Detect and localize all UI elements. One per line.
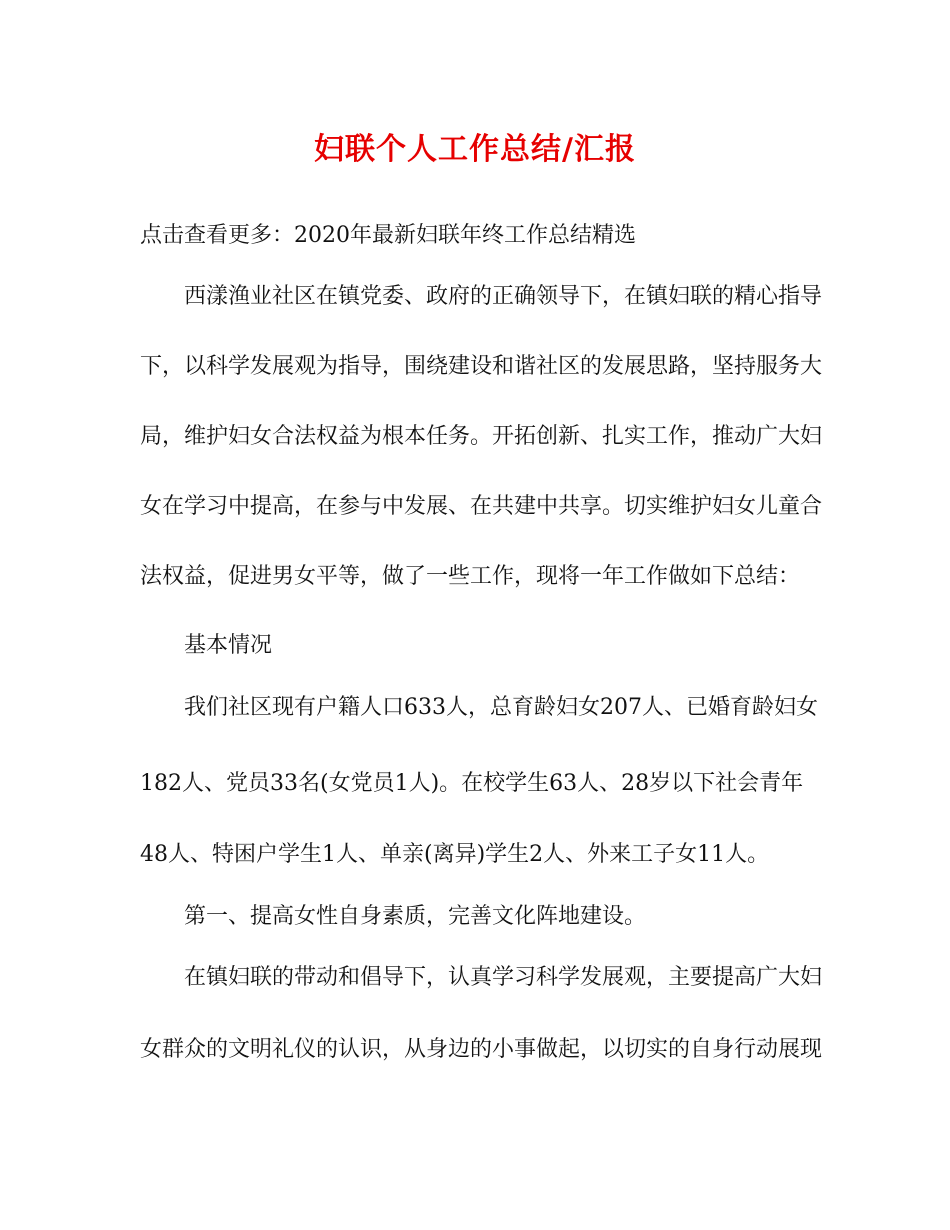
paragraph-line: 法权益，促进男女平等，做了一些工作，现将一年工作做如下总结： [140,564,801,589]
document-title: 妇联个人工作总结/汇报 [314,132,636,167]
section-heading: 第一、提高女性自身素质，完善文化阵地建设。 [184,904,647,929]
paragraph-line: 在镇妇联的带动和倡导下，认真学习科学发展观，主要提高广大妇 [184,965,823,990]
section-heading: 基本情况 [184,633,273,658]
more-link-line[interactable]: 点击查看更多：2020年最新妇联年终工作总结精选 [140,223,636,248]
paragraph-line: 下，以科学发展观为指导，围绕建设和谐社区的发展思路，坚持服务大 [140,354,823,379]
paragraph-line: 女在学习中提高，在参与中发展、在共建中共享。切实维护妇女儿童合 [140,494,823,519]
paragraph-line: 西漾渔业社区在镇党委、政府的正确领导下，在镇妇联的精心指导 [184,284,823,309]
paragraph-line: 182人、党员33名(女党员1人)。在校学生63人、28岁以下社会青年 [140,771,804,796]
paragraph-line: 女群众的文明礼仪的认识，从身边的小事做起，以切实的自身行动展现 [140,1037,823,1062]
paragraph-line: 局，维护妇女合法权益为根本任务。开拓创新、扎实工作，推动广大妇 [140,424,823,449]
paragraph-line: 我们社区现有户籍人口633人，总育龄妇女207人、已婚育龄妇女 [184,695,818,720]
paragraph-line: 48人、特困户学生1人、单亲(离异)学生2人、外来工子女11人。 [140,842,770,867]
